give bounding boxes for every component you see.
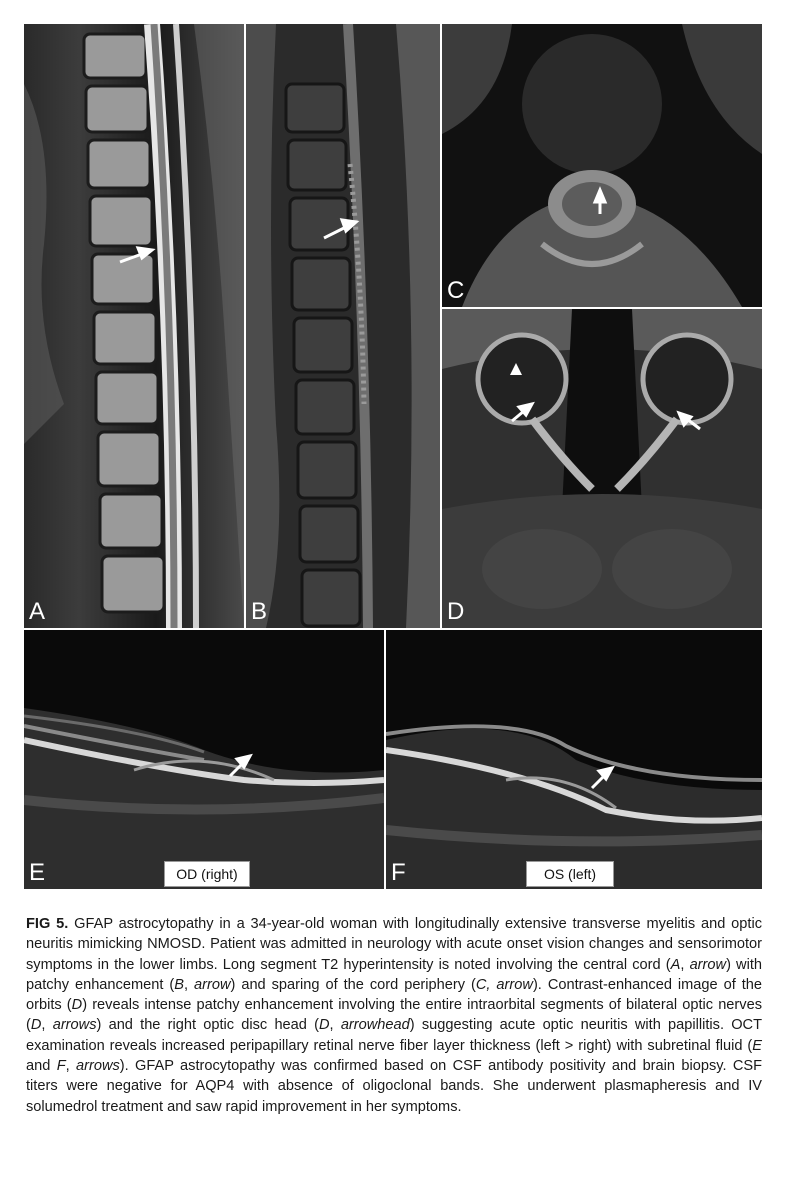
caption-segment: D <box>71 997 83 1014</box>
caption-segment: C, arrow <box>475 976 533 993</box>
caption-segment: ) and the right optic disc head ( <box>96 1017 319 1034</box>
caption-segment: , <box>65 1058 76 1075</box>
panel-d-image <box>442 309 762 628</box>
caption-segment: D <box>318 1017 330 1034</box>
caption-segment: , <box>680 956 690 973</box>
caption-segment: , <box>183 976 194 993</box>
oct-eye-tag-os: OS (left) <box>526 861 614 887</box>
caption-segment: , <box>329 1017 341 1034</box>
caption-segment: D <box>30 1017 42 1034</box>
caption-segment: ). GFAP astrocytopathy was confirmed based on CSF antibody positivity and brain biopsy. CSF titers were negative for AQP4 with absence of oligoclonal bands. She underwent plasmapheresis and IV solumedrol treatment and saw rapid improvement in her symptoms. <box>26 1058 763 1115</box>
caption-segment: ) reveals intense patchy enhancement involving the entire intraorbital segments of bilateral optic nerves ( <box>26 997 762 1034</box>
panel-a-image <box>24 24 244 628</box>
caption-segment: ). Contrast-enhanced image of the orbits ( <box>26 976 763 1014</box>
panel-label-c: C <box>447 277 465 304</box>
caption-segment: arrow <box>194 976 231 993</box>
panel-label-a: A <box>29 598 46 625</box>
panel-label-b: B <box>251 598 268 625</box>
figure-caption <box>26 914 762 1117</box>
panel-label-d: D <box>447 598 465 625</box>
caption-segment: arrows <box>52 1017 97 1034</box>
caption-segment: GFAP astrocytopathy in a 34-year-old woman with longitudinally extensive transverse myelitis and optic neuritis mimicking NMOSD. Patient was admitted in neurology with acute onset vision changes and sensorimotor symptoms in the lower limbs. Long segment T2 hyperintensity is noted involving the central cord ( <box>26 916 762 973</box>
panel-e-image <box>24 630 384 889</box>
caption-segment: ) suggesting acute optic neuritis with papillitis. OCT examination reveals increased peripapillary retinal nerve fiber layer thickness (left > right) with subretinal fluid ( <box>26 1017 763 1054</box>
panel-e-oct-right <box>24 630 384 889</box>
panel-label-f: F <box>391 859 406 886</box>
panel-c-axial-t2 <box>442 24 762 307</box>
caption-segment: E <box>752 1037 762 1054</box>
caption-segment: , <box>41 1017 53 1034</box>
panel-d-orbits <box>442 309 762 628</box>
caption-segment: B <box>174 976 184 993</box>
panel-b-image <box>246 24 440 628</box>
caption-segment: ) and sparing of the cord periphery ( <box>230 976 476 993</box>
caption-segment: A <box>670 956 681 973</box>
caption-segment: ) with patchy enhancement ( <box>26 956 763 993</box>
figure-caption-label: FIG 5. <box>26 916 69 932</box>
caption-segment: arrowhead <box>340 1017 410 1034</box>
panel-f-image <box>386 630 762 889</box>
caption-segment: arrows <box>76 1058 120 1075</box>
panel-a-sagittal-t2 <box>24 24 244 628</box>
figure-caption-body <box>26 916 762 1115</box>
panel-c-image <box>442 24 762 307</box>
panel-b-sagittal-postcontrast <box>246 24 440 628</box>
caption-segment: F <box>56 1058 66 1075</box>
oct-eye-tag-od: OD (right) <box>164 861 250 887</box>
caption-segment: and <box>26 1058 57 1075</box>
panel-f-oct-left <box>386 630 762 889</box>
caption-segment: arrow <box>689 956 727 973</box>
panel-label-e: E <box>29 859 46 886</box>
